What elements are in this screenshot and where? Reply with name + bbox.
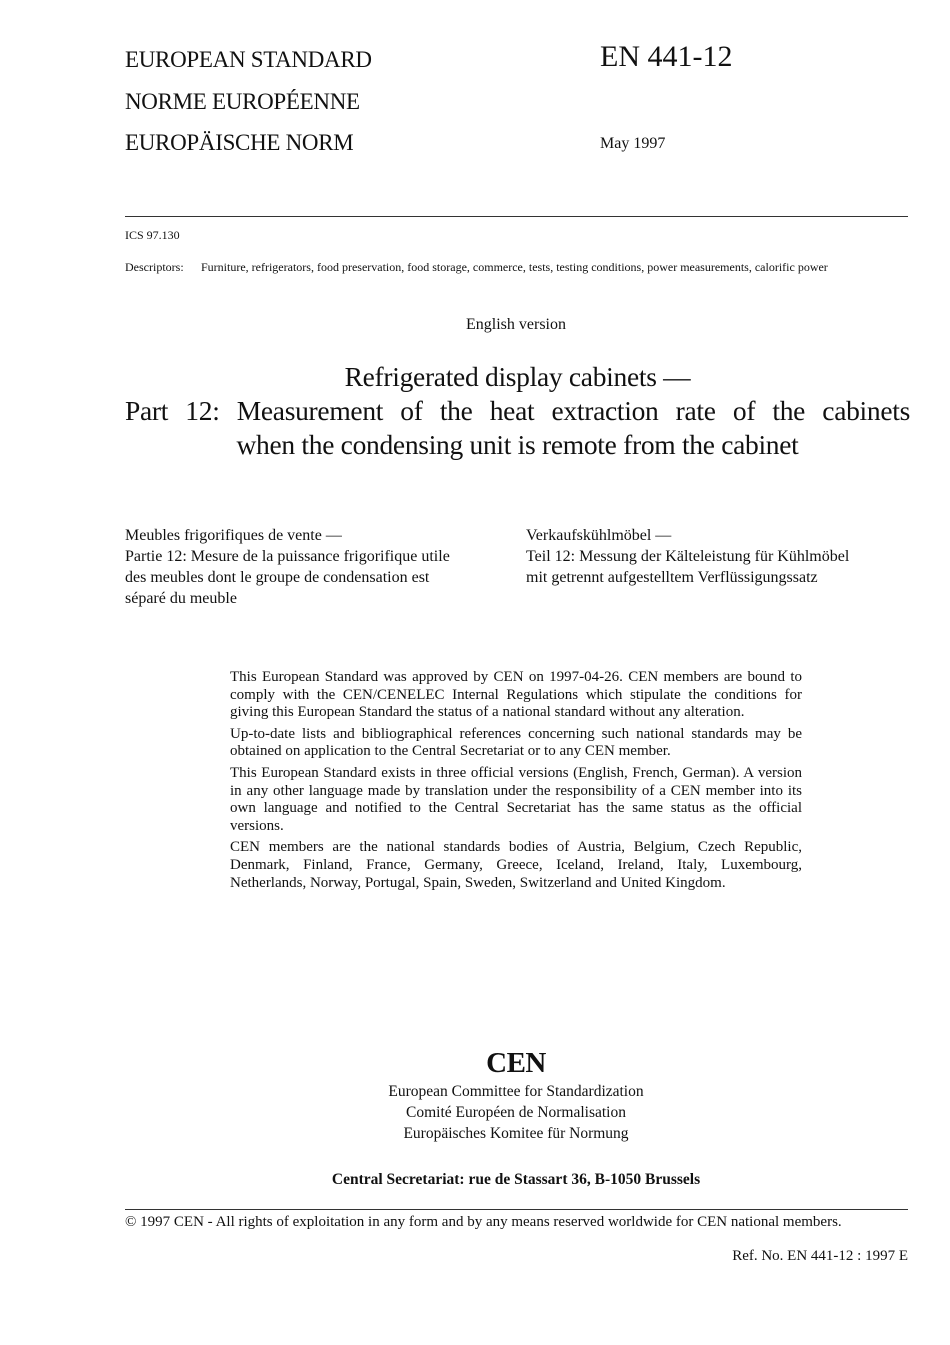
descriptors (125, 260, 908, 274)
english-version-label: English version (466, 316, 566, 333)
descriptors-label: Descriptors: (125, 260, 184, 274)
standard-number: EN 441-12 (600, 40, 733, 73)
title-line-1: Refrigerated display cabinets — (344, 361, 691, 392)
cen-name-french: Comité Européen de Normalisation (406, 1104, 626, 1121)
approval-paragraph: This European Standard exists in three official versions (English, French, German). A version in any other language made by translation under the responsibility of a CEN member into its own language and notified to the Central Secretariat has the same status as the official versions. (230, 764, 802, 834)
bottom-divider (125, 1209, 908, 1210)
cen-logo: CEN (486, 1047, 546, 1079)
german-title-line: Verkaufskühlmöbel — (526, 527, 672, 544)
cen-name-english: European Committee for Standardization (388, 1083, 644, 1100)
german-title-line: Teil 12: Messung der Kälteleistung für Kühlmöbel (526, 548, 850, 565)
german-title (526, 525, 916, 588)
standard-title-german: EUROPÄISCHE NORM (125, 130, 354, 155)
approval-notice (230, 669, 802, 896)
reference-number: Ref. No. EN 441-12 : 1997 E (732, 1248, 908, 1264)
approval-paragraph: This European Standard was approved by CEN on 1997-04-26. CEN members are bound to comply with the CEN/CENELEC Internal Regulations which stipulate the conditions for giving this European Standard the status of a national standard without any alteration. (230, 669, 802, 721)
standard-title-english: EUROPEAN STANDARD (125, 47, 372, 72)
cen-name-german: Europäisches Komitee für Normung (403, 1125, 629, 1142)
french-title-line: Partie 12: Mesure de la puissance frigorifique utile (125, 548, 450, 565)
french-title (125, 525, 497, 609)
copyright-notice: © 1997 CEN - All rights of exploitation in any form and by any means reserved worldwide for CEN national members. (125, 1214, 842, 1230)
french-title-line: des meubles dont le groupe de condensation est (125, 569, 430, 586)
ics-code: ICS 97.130 (125, 228, 180, 242)
approval-paragraph: CEN members are the national standards bodies of Austria, Belgium, Czech Republic, Denmark, Finland, France, Germany, Greece, Iceland, Ireland, Italy, Luxembourg, Netherlands, Norway, Portugal, Spain, Sweden, Switzerland and United Kingdom. (230, 839, 802, 891)
descriptors-text: Furniture, refrigerators, food preservation, food storage, commerce, tests, testing conditions, power measurements, calorific power (201, 260, 828, 274)
top-divider (125, 216, 908, 217)
approval-paragraph: Up-to-date lists and bibliographical references concerning such national standards may be obtained on application to the Central Secretariat or to any CEN member. (230, 725, 802, 760)
french-title-line: séparé du meuble (125, 590, 237, 607)
publication-date: May 1997 (600, 135, 666, 152)
cen-organization (0, 1045, 950, 1144)
title-line-3: when the condensing unit is remote from the cabinet (236, 429, 799, 460)
german-title-line: mit getrennt aufgestelltem Verflüssigungssatz (526, 569, 818, 586)
standard-title-french: NORME EUROPÉENNE (125, 89, 360, 114)
title-line-2: Part 12: Measurement of the heat extraction rate of the cabinets (125, 395, 910, 426)
document-title (125, 360, 910, 462)
central-secretariat-address: Central Secretariat: rue de Stassart 36, B-1050 Brussels (331, 1171, 701, 1188)
french-title-line: Meubles frigorifiques de vente — (125, 527, 342, 544)
